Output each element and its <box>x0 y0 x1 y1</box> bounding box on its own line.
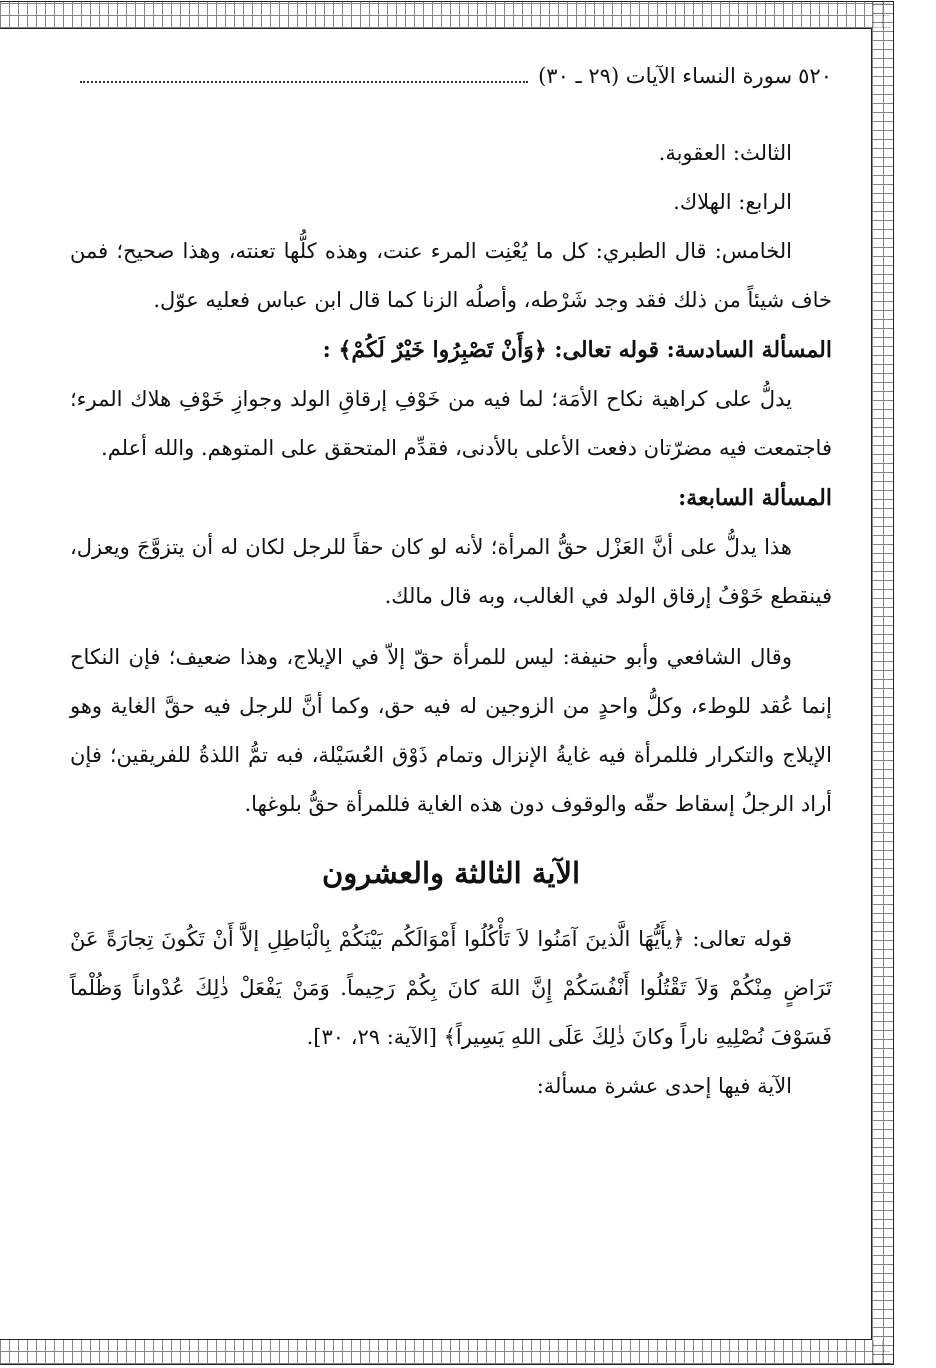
running-title-wrap <box>70 64 792 89</box>
issue-6-heading <box>70 325 832 375</box>
leader-dots <box>80 81 528 83</box>
issue-6-heading-suffix: : <box>322 337 331 363</box>
page-number: ٥٢٠ <box>798 64 832 88</box>
line-fourth: الرابع: الهلاك. <box>673 190 792 214</box>
running-title: سورة النساء الآيات (٢٩ ـ ٣٠) <box>538 64 793 88</box>
issue-6-text: يدلُّ على كراهية نكاح الأمَة؛ لما فيه من خَوْفِ إرقاقِ الولد وجوازِ خَوْفِ هلاك المرء؛ فاجتمعت فيه مضرّتان دفعت الأعلى بالأدنى، فقدِّم المتحقق على المتوهم. والله أعلم. <box>70 387 832 460</box>
verse-paragraph <box>70 915 832 1062</box>
issue-6-verse: ﴿وَأَنْ تَصْبِرُوا خَيْرٌ لَكُمْ﴾ <box>338 337 547 363</box>
page-content <box>70 64 832 1111</box>
verse-reference: [الآية: ٢٩، ٣٠]. <box>306 1025 437 1049</box>
issue-7-text-2: وقال الشافعي وأبو حنيفة: ليس للمرأة حقّ إلاّ في الإيلاج، وهذا ضعيف؛ فإن النكاح إنما عُقد للوطء، وكلُّ واحدٍ من الزوجين له فيه حق، وكما أنَّ للرجل فيه حقَّ الغاية وهو الإيلاج والتكرار فللمرأة فيه غايةُ الإنزال وتمام ذَوْق العُسَيْلة، فبه تمُّ اللذةُ للفريقين؛ فإن أراد الرجلُ إسقاط حقّه والوقوف دون هذه الغاية فللمرأة حقُّ بلوغها. <box>70 645 832 816</box>
closing-line: الآية فيها إحدى عشرة مسألة: <box>536 1074 792 1098</box>
verse-text: ﴿يأَيُّهَا الَّذينَ آمَنُوا لاَ تَأْكُلُوا أَمْوَالَكُم بَيْنَكُمْ بِالْبَاطِلِ إلاَّ أَنْ تَكُونَ تِجارَةً عَنْ تَرَاضٍ مِنْكُمْ وَلاَ تَقْتُلُوا أَنْفُسَكُمْ إِنَّ اللهَ كانَ بِكُمْ رَحِيماً. وَمَنْ يَفْعَلْ ذٰلِكَ عُدْواناً وَظُلْماً فَسَوْفَ نُصْلِيهِ ناراً وكانَ ذٰلِكَ عَلَى اللهِ يَسِيراً﴾ <box>70 927 832 1049</box>
section-title: الآية الثالثة والعشرون <box>321 856 581 890</box>
issue-7-text-1: هذا يدلُّ على أنَّ العَزْل حقُّ المرأة؛ لأنه لو كان حقاً للرجل لكان له أن يتزوَّجَ ويعزل، فينقطع خَوْفُ إرقاق الولد في الغالب، وبه قال مالك. <box>70 535 832 608</box>
issue-7-heading: المسألة السابعة: <box>678 485 832 511</box>
line-fifth: الخامس: قال الطبري: كل ما يُعْنِت المرء عنت، وهذه كلُّها تعنته، وهذا صحيح؛ فمن خاف شيئاً من ذلك فقد وجد شَرْطه، وأصلُه الزنا كما قال ابن عباس فعليه عوّل. <box>70 239 832 312</box>
line-third: الثالث: العقوبة. <box>658 141 792 165</box>
running-header <box>70 64 832 89</box>
verse-intro: قوله تعالى: <box>692 927 792 951</box>
issue-6-heading-prefix: المسألة السادسة: قوله تعالى: <box>554 337 832 363</box>
